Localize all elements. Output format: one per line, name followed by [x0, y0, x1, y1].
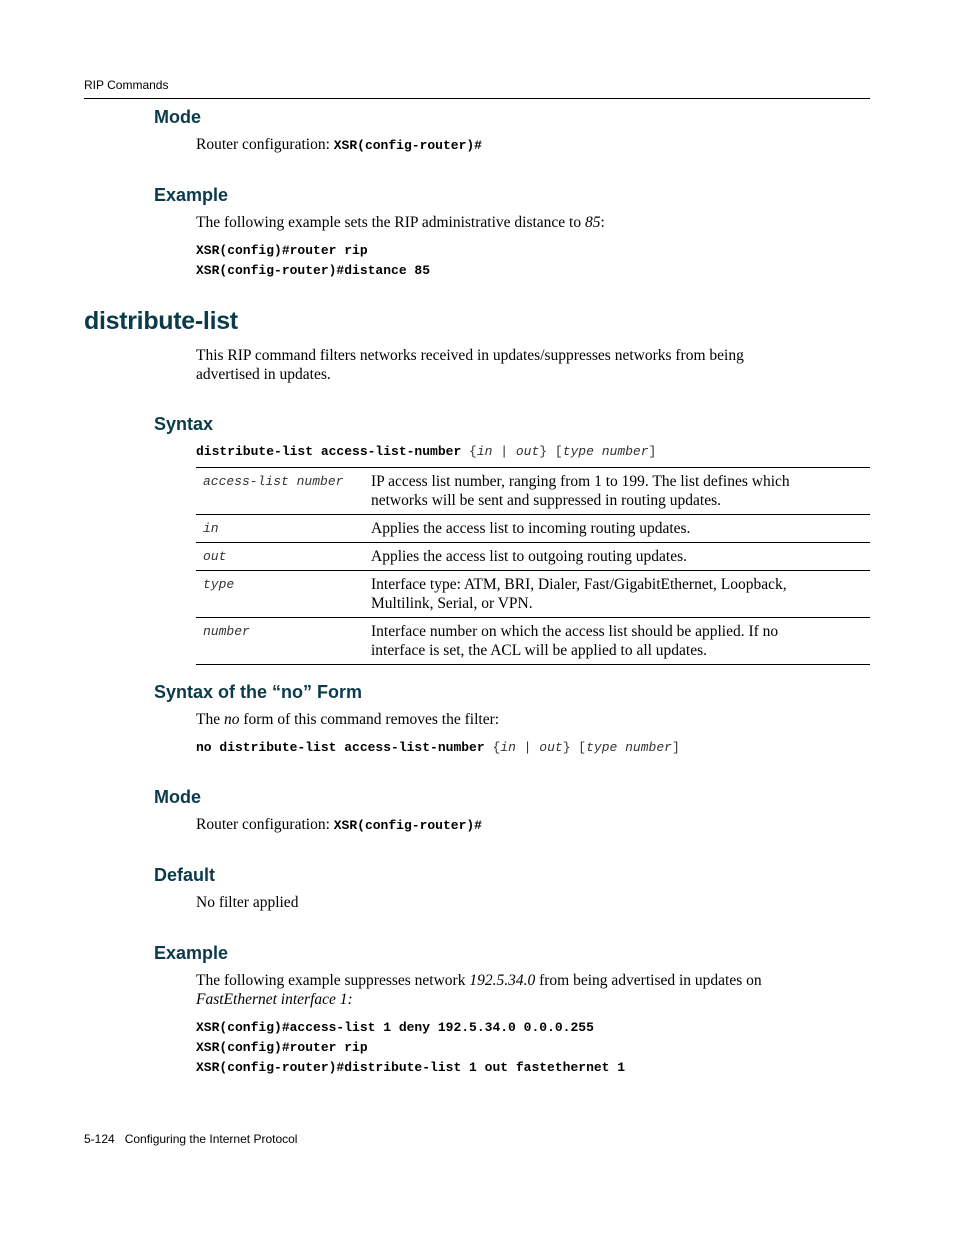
command-description-line: This RIP command filters networks received in updates/suppresses networks from being: [196, 347, 744, 364]
param-name: number: [196, 618, 371, 665]
syntax-command: [196, 444, 656, 459]
param-desc-line: Multilink, Serial, or VPN.: [371, 595, 533, 612]
example-code-line: XSR(config-router)#distance 85: [196, 263, 431, 278]
table-row: [196, 543, 870, 571]
no-form-syntax-command: [196, 740, 680, 755]
param-description: [371, 543, 870, 571]
param-name: out: [196, 543, 371, 571]
table-row: [196, 571, 870, 618]
example-network: 192.5.34.0: [469, 972, 536, 989]
syntax-brace-close: } [: [562, 740, 587, 755]
param-desc-line: networks will be sent and suppressed in routing updates.: [371, 492, 721, 509]
param-description: [371, 618, 870, 665]
example-code-line: XSR(config-router)#distribute-list 1 out fastethernet 1: [196, 1060, 626, 1075]
syntax-opt-type: type: [562, 444, 594, 459]
param-desc-line: IP access list number, ranging from 1 to 199. The list defines which: [371, 473, 790, 490]
table-row: [196, 618, 870, 665]
mode-text: [196, 815, 482, 835]
param-desc-line: Interface number on which the access list should be applied. If no: [371, 623, 779, 640]
mode-prompt: XSR(config-router)#: [333, 138, 482, 153]
example-text-after: :: [600, 214, 605, 231]
syntax-bracket-close: ]: [648, 444, 657, 459]
page-footer: 5-124 Configuring the Internet Protocol: [84, 1132, 298, 1146]
syntax-cmd: distribute-list access-list-number: [196, 444, 462, 459]
syntax-space: [617, 740, 625, 755]
syntax-opt-type: type: [586, 740, 618, 755]
syntax-brace-open: {: [484, 740, 501, 755]
param-desc-line: Applies the access list to outgoing routing updates.: [371, 548, 687, 565]
mode-prompt: XSR(config-router)#: [333, 818, 482, 833]
syntax-opt-out: out: [515, 444, 540, 459]
example-text-before: The following example sets the RIP administrative distance to: [196, 214, 585, 231]
command-description-line: advertised in updates.: [196, 366, 331, 383]
param-description: [371, 515, 870, 543]
syntax-pipe: |: [515, 740, 540, 755]
example-text-after: from being advertised in updates on: [535, 972, 762, 989]
syntax-heading: Syntax: [154, 414, 214, 434]
example-text: [196, 971, 762, 990]
param-name: access-list number: [196, 468, 371, 515]
no-form-heading: Syntax of the “no” Form: [154, 682, 363, 702]
mode-heading: Mode: [154, 107, 201, 127]
param-description: [371, 571, 870, 618]
parameters-table: [196, 467, 870, 665]
param-description: [371, 468, 870, 515]
no-form-text: [196, 710, 499, 729]
header-rule: [84, 98, 870, 99]
example-code-line: XSR(config)#router rip: [196, 243, 368, 258]
param-name: in: [196, 515, 371, 543]
syntax-bracket-close: ]: [671, 740, 680, 755]
syntax-opt-in: in: [476, 444, 493, 459]
example-value: 85: [585, 214, 601, 231]
table-row: [196, 515, 870, 543]
mode-label: Router configuration:: [196, 136, 334, 153]
example-code-line: XSR(config)#router rip: [196, 1040, 368, 1055]
syntax-space: [594, 444, 602, 459]
command-title: distribute-list: [84, 307, 238, 335]
example-text: [196, 213, 605, 232]
no-form-text-after: form of this command removes the filter:: [239, 711, 500, 728]
syntax-opt-in: in: [500, 740, 516, 755]
syntax-opt-number: number: [601, 444, 649, 459]
example-heading: Example: [154, 943, 229, 963]
param-desc-line: Interface type: ATM, BRI, Dialer, Fast/GigabitEthernet, Loopback,: [371, 576, 787, 593]
example-text-before: The following example suppresses network: [196, 972, 470, 989]
example-interface: FastEthernet interface 1:: [196, 991, 353, 1008]
no-form-text-italic: no: [223, 711, 240, 728]
default-text: No filter applied: [196, 894, 299, 911]
example-heading: Example: [154, 185, 229, 205]
mode-label: Router configuration:: [196, 816, 334, 833]
syntax-opt-number: number: [625, 740, 672, 755]
syntax-pipe: |: [492, 444, 516, 459]
param-name: type: [196, 571, 371, 618]
param-desc-line: interface is set, the ACL will be applied to all updates.: [371, 642, 708, 659]
example-code-line: XSR(config)#access-list 1 deny 192.5.34.0 0.0.0.255: [196, 1020, 594, 1035]
table-row: [196, 468, 870, 515]
mode-text: [196, 135, 482, 155]
syntax-opt-out: out: [539, 740, 563, 755]
default-heading: Default: [154, 865, 216, 885]
syntax-brace-open: {: [461, 444, 477, 459]
no-form-cmd: no distribute-list access-list-number: [196, 740, 485, 755]
running-header: RIP Commands: [84, 78, 169, 92]
param-desc-line: Applies the access list to incoming routing updates.: [371, 520, 691, 537]
syntax-brace-close: } [: [539, 444, 563, 459]
mode-heading: Mode: [154, 787, 201, 807]
no-form-text-before: The: [196, 711, 224, 728]
